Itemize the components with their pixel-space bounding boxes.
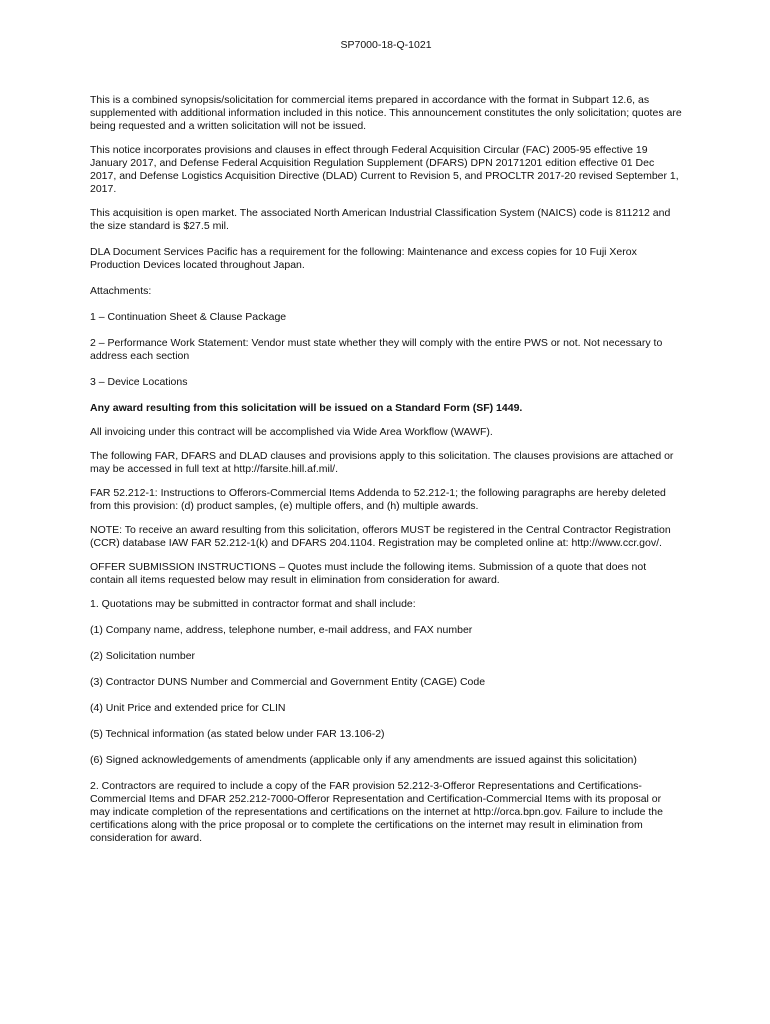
solicitation-number-header: SP7000-18-Q-1021 (340, 39, 432, 51)
requirement-paragraph: DLA Document Services Pacific has a requirement for the following: Maintenance and excess copies for 10 Fuji Xerox Production Devices located throughout Japan. (90, 246, 637, 271)
quotation-requirements-heading: 1. Quotations may be submitted in contractor format and shall include: (90, 598, 416, 610)
attachment-item-1: 1 – Continuation Sheet & Clause Package (90, 311, 287, 323)
provisions-paragraph: This notice incorporates provisions and clauses in effect through Federal Acquisition Circular (FAC) 2005-95 effective 19 January 2017, and Defense Federal Acquisition Regulation Supplement (DFARS) DPN 20171201 edition effective 01 Dec 2017, and Defense Logistics Acquisition Directive (DLAD) Current to Revision 5, and PROCLTR 2017-20 revised September 1, 2017. (90, 144, 679, 195)
quote-item-3: (3) Contractor DUNS Number and Commercial and Government Entity (CAGE) Code (90, 676, 486, 688)
quote-item-5: (5) Technical information (as stated below under FAR 13.106-2) (90, 728, 385, 740)
quote-item-1: (1) Company name, address, telephone number, e-mail address, and FAX number (90, 624, 473, 636)
synopsis-paragraph: This is a combined synopsis/solicitation for commercial items prepared in accordance with the format in Subpart 12.6, as supplemented with additional information included in this notice. This announcement constitutes the only solicitation; quotes are being requested and a written solicitation will not be issued. (90, 94, 682, 132)
award-form-statement: Any award resulting from this solicitation will be issued on a Standard Form (SF) 1449. (90, 402, 523, 414)
clauses-paragraph: The following FAR, DFARS and DLAD clauses and provisions apply to this solicitation. The clauses provisions are attached or may be accessed in full text at http://farsite.hill.af.mil/. (90, 450, 674, 475)
attachment-item-3: 3 – Device Locations (90, 376, 188, 388)
offer-instructions-paragraph: OFFER SUBMISSION INSTRUCTIONS – Quotes must include the following items. Submission of a quote that does not contain all items requested below may result in elimination from consideration for award. (90, 561, 647, 586)
quote-item-6: (6) Signed acknowledgements of amendments (applicable only if any amendments are issued against this solicitation) (90, 754, 637, 766)
quote-item-4: (4) Unit Price and extended price for CLIN (90, 702, 286, 714)
quote-item-2: (2) Solicitation number (90, 650, 196, 662)
attachment-item-2: 2 – Performance Work Statement: Vendor must state whether they will comply with the entire PWS or not. Not necessary to address each section (90, 337, 663, 362)
certifications-paragraph: 2. Contractors are required to include a copy of the FAR provision 52.212-3-Offeror Representations and Certifications-Commercial Items and DFAR 252.212-7000-Offeror Representation and Certification-Commercial Items with its proposal or may indicate completion of the representations and certifications on the internet at http://orca.bpn.gov. Failure to include the certifications along with the price proposal or to complete the certifications on the internet may result in elimination from consideration for award. (90, 780, 663, 844)
attachments-heading: Attachments: (90, 285, 152, 297)
registration-note-paragraph: NOTE: To receive an award resulting from this solicitation, offerors MUST be registered in the Central Contractor Registration (CCR) database IAW FAR 52.212-1(k) and DFARS 204.1104. Registration may be completed online at: http://www.ccr.gov/. (90, 524, 671, 549)
naics-paragraph: This acquisition is open market. The associated North American Industrial Classification System (NAICS) code is 811212 and the size standard is $27.5 mil. (90, 207, 671, 232)
far-52-212-1-paragraph: FAR 52.212-1: Instructions to Offerors-Commercial Items Addenda to 52.212-1; the following paragraphs are hereby deleted from this provision: (d) product samples, (e) multiple offers, and (h) multiple awards. (90, 487, 666, 512)
invoicing-paragraph: All invoicing under this contract will be accomplished via Wide Area Workflow (WAWF). (90, 426, 493, 438)
